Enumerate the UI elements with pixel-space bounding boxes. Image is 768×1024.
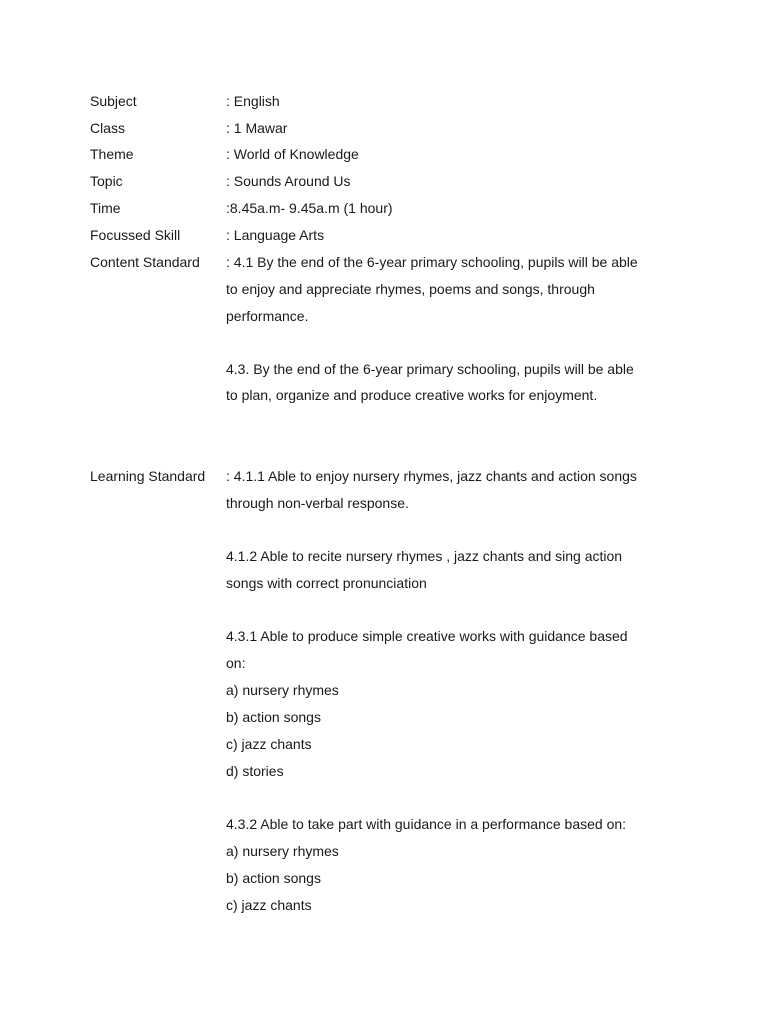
- field-value: : World of Knowledge: [226, 146, 359, 162]
- list-item: a) nursery rhymes: [226, 682, 339, 698]
- learning-standard-line: songs with correct pronunciation: [226, 575, 427, 591]
- list-item: c) jazz chants: [226, 736, 312, 752]
- field-value: : 1 Mawar: [226, 120, 288, 136]
- field-topic: [90, 168, 690, 195]
- field-label: Focussed Skill: [90, 227, 181, 243]
- list-item: a) nursery rhymes: [226, 843, 339, 859]
- field-label: Theme: [90, 146, 134, 162]
- field-label: Time: [90, 200, 121, 216]
- list-item: d) stories: [226, 763, 284, 779]
- learning-standard-line: through non-verbal response.: [226, 495, 409, 511]
- learning-standard-line: on:: [226, 655, 246, 671]
- content-standard-line: to enjoy and appreciate rhymes, poems and songs, through: [226, 281, 595, 297]
- field-subject: [90, 88, 690, 115]
- field-focussed-skill: [90, 222, 690, 249]
- content-standard-line: : 4.1 By the end of the 6-year primary schooling, pupils will be able: [226, 254, 638, 270]
- field-label: Topic: [90, 173, 123, 189]
- field-class: [90, 115, 690, 142]
- field-value: :8.45a.m- 9.45a.m (1 hour): [226, 200, 393, 216]
- field-value: : Sounds Around Us: [226, 173, 351, 189]
- field-value: : English: [226, 93, 280, 109]
- list-item: c) jazz chants: [226, 897, 312, 913]
- content-standard-label: Content Standard: [90, 254, 200, 270]
- learning-standard-line: 4.1.2 Able to recite nursery rhymes , jazz chants and sing action: [226, 548, 623, 564]
- learning-standard-line: 4.3.1 Able to produce simple creative works with guidance based: [226, 628, 628, 644]
- field-theme: [90, 141, 690, 168]
- list-item: b) action songs: [226, 709, 321, 725]
- learning-standard-line: : 4.1.1 Able to enjoy nursery rhymes, jazz chants and action songs: [226, 468, 637, 484]
- learning-standard-label: Learning Standard: [90, 468, 206, 484]
- content-standard-line: performance.: [226, 308, 309, 324]
- content-standard-line: 4.3. By the end of the 6-year primary schooling, pupils will be able: [226, 361, 634, 377]
- learning-standard-line: 4.3.2 Able to take part with guidance in a performance based on:: [226, 816, 627, 832]
- content-standard-line: to plan, organize and produce creative works for enjoyment.: [226, 387, 598, 403]
- field-time: [90, 195, 690, 222]
- field-label: Class: [90, 120, 126, 136]
- list-item: b) action songs: [226, 870, 321, 886]
- field-value: : Language Arts: [226, 227, 325, 243]
- field-label: Subject: [90, 93, 137, 109]
